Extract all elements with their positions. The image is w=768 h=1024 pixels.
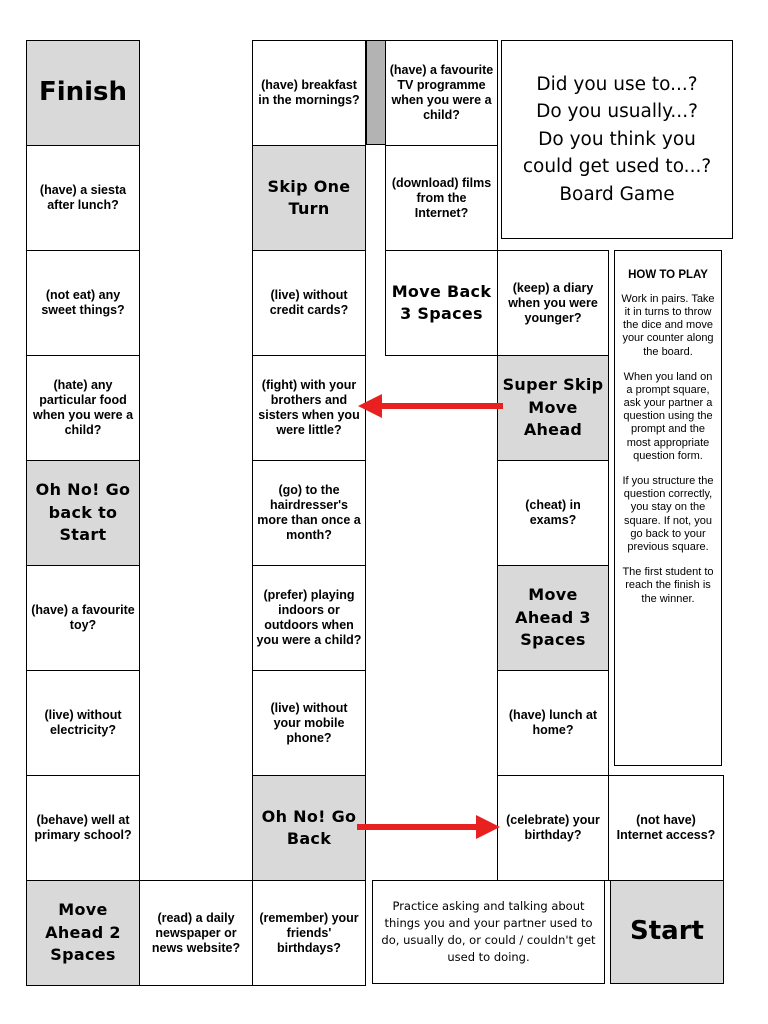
square-keep-diary: (keep) a diary when you were younger? (497, 250, 609, 356)
square-siesta: (have) a siesta after lunch? (26, 145, 140, 251)
square-internet-access: (not have) Internet access? (608, 775, 724, 881)
square-remember-birthdays: (remember) your friends' birthdays? (252, 880, 366, 986)
square-fight-siblings: (fight) with your brothers and sisters when you were little? (252, 355, 366, 461)
how-to-play-rule-3: If you structure the question correctly, you stay on the square. If not, you go back to your previous square. (622, 475, 714, 553)
square-go-back: Oh No! Go Back (252, 775, 366, 881)
square-move-ahead-3: Move Ahead 3 Spaces (497, 565, 609, 671)
square-cheat-exams: (cheat) in exams? (497, 460, 609, 566)
arrow-right-icon (357, 815, 500, 839)
square-electricity: (live) without electricity? (26, 670, 140, 776)
square-skip-one-turn: Skip One Turn (252, 145, 366, 251)
finish-square: Finish (26, 40, 140, 146)
square-credit-cards: (live) without credit cards? (252, 250, 366, 356)
square-celebrate-birthday: (celebrate) your birthday? (497, 775, 609, 881)
title-line-2: Do you usually...? (536, 101, 698, 123)
title-line-3: Do you think you (538, 128, 696, 150)
how-to-play-heading: HOW TO PLAY (628, 269, 708, 281)
square-go-back-to-start: Oh No! Go back to Start (26, 460, 140, 566)
practice-instructions: Practice asking and talking about things you and your partner used to do, usually do, or could / couldn't get used to doing. (372, 880, 605, 984)
square-favourite-toy: (have) a favourite toy? (26, 565, 140, 671)
square-download-films: (download) films from the Internet? (385, 145, 498, 251)
square-mobile-phone: (live) without your mobile phone? (252, 670, 366, 776)
start-square: Start (610, 880, 724, 984)
square-move-back-3: Move Back 3 Spaces (385, 250, 498, 356)
square-sweet-things: (not eat) any sweet things? (26, 250, 140, 356)
square-behave: (behave) well at primary school? (26, 775, 140, 881)
square-read-newspaper: (read) a daily newspaper or news website? (139, 880, 253, 986)
title-line-4: could get used to...? (522, 156, 712, 178)
title-line-1: Did you use to...? (536, 74, 698, 96)
how-to-play-rule-4: The first student to reach the finish is the winner. (622, 566, 714, 605)
square-hate-food: (hate) any particular food when you were a child? (26, 355, 140, 461)
square-favourite-tv: (have) a favourite TV programme when you were a child? (385, 40, 498, 146)
how-to-play-rule-1: Work in pairs. Take it in turns to throw the dice and move your counter along the board. (621, 292, 715, 358)
how-to-play-rule-2: When you land on a prompt square, ask your partner a question using the prompt and the most appropriate question form. (623, 370, 713, 462)
square-hairdresser: (go) to the hairdresser's more than once a month? (252, 460, 366, 566)
square-lunch-home: (have) lunch at home? (497, 670, 609, 776)
title-line-5: Board Game (559, 183, 675, 205)
arrow-left-icon (358, 394, 503, 418)
square-breakfast: (have) breakfast in the mornings? (252, 40, 366, 146)
square-prefer-playing: (prefer) playing indoors or outdoors when you were a child? (252, 565, 366, 671)
square-move-ahead-2: Move Ahead 2 Spaces (26, 880, 140, 986)
square-super-skip: Super Skip Move Ahead (497, 355, 609, 461)
